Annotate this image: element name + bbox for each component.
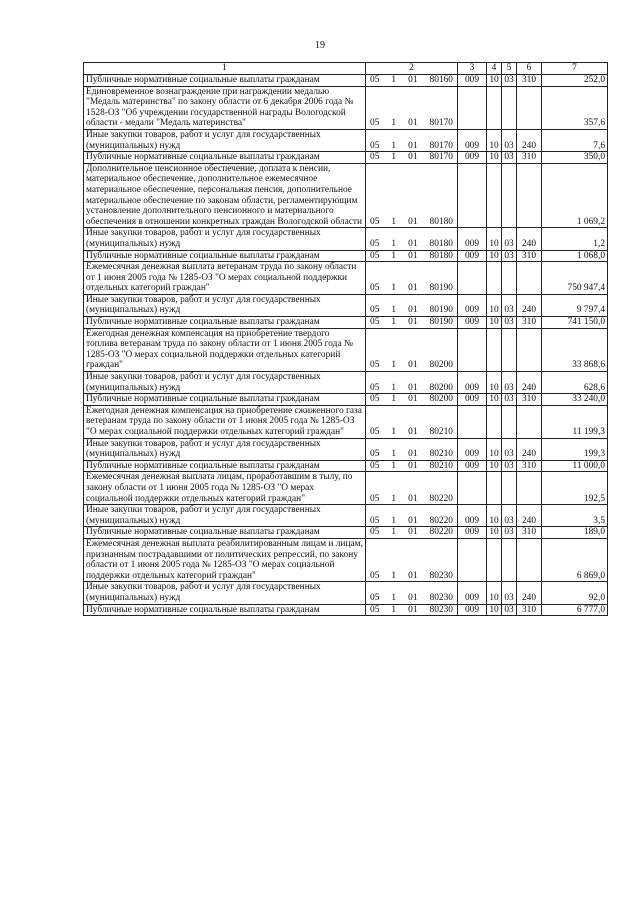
row-grbs: 009 bbox=[458, 505, 487, 527]
row-grbs: 009 bbox=[458, 604, 487, 616]
row-sum: 6 777,0 bbox=[542, 604, 608, 616]
row-name: Публичные нормативные социальные выплаты гражданам bbox=[84, 250, 366, 262]
target-code-part: 05 bbox=[370, 449, 380, 460]
table-row bbox=[84, 152, 608, 164]
target-code-part: 05 bbox=[370, 118, 380, 129]
target-code-parts bbox=[366, 516, 457, 527]
target-code-part: 05 bbox=[370, 238, 380, 249]
row-name: Иные закупки товаров, работ и услуг для государственных (муниципальных) нужд bbox=[84, 582, 366, 604]
target-code-part: 05 bbox=[370, 382, 380, 393]
row-grbs: 009 bbox=[458, 294, 487, 316]
row-sum: 189,0 bbox=[542, 527, 608, 539]
row-grbs bbox=[458, 262, 487, 295]
target-code-part: 05 bbox=[370, 394, 380, 405]
target-code-part: 1 bbox=[391, 427, 397, 437]
target-code-part: 01 bbox=[408, 527, 418, 538]
row-target-code bbox=[366, 527, 458, 539]
row-grbs: 009 bbox=[458, 438, 487, 460]
table-row bbox=[84, 228, 608, 250]
row-sum: 741 150,0 bbox=[542, 317, 608, 329]
row-target-code bbox=[366, 250, 458, 262]
row-expense-type: 240 bbox=[517, 372, 542, 394]
row-subsection: 03 bbox=[502, 294, 517, 316]
target-code-part: 80170 bbox=[429, 140, 453, 151]
target-code-parts bbox=[366, 593, 457, 604]
row-expense-type bbox=[517, 163, 542, 228]
target-code-part: 01 bbox=[408, 449, 418, 460]
target-code-part: 80190 bbox=[429, 305, 453, 316]
target-code-parts bbox=[366, 283, 457, 294]
row-section bbox=[487, 328, 502, 371]
row-expense-type: 240 bbox=[517, 582, 542, 604]
row-sum: 252,0 bbox=[542, 75, 608, 87]
target-code-part: 05 bbox=[370, 152, 380, 163]
row-name: Публичные нормативные социальные выплаты гражданам bbox=[84, 527, 366, 539]
row-grbs: 009 bbox=[458, 317, 487, 329]
row-section bbox=[487, 86, 502, 129]
target-code-part: 80230 bbox=[429, 570, 453, 581]
target-code-part: 05 bbox=[370, 305, 380, 316]
row-name: Ежегодная денежная компенсация на приобретение твердого топлива ветеранам труда по закону области от 1 июня 2005 года № 1285-ОЗ "О мерах социальной поддержки отдельных категорий граждан" bbox=[84, 328, 366, 371]
target-code-parts bbox=[366, 571, 457, 582]
row-expense-type: 240 bbox=[517, 294, 542, 316]
row-section: 10 bbox=[487, 582, 502, 604]
target-code-part: 1 bbox=[391, 394, 397, 405]
table-row bbox=[84, 472, 608, 505]
target-code-part: 1 bbox=[391, 118, 397, 129]
row-grbs bbox=[458, 472, 487, 505]
target-code-part: 1 bbox=[391, 305, 397, 316]
row-expense-type: 310 bbox=[517, 250, 542, 262]
row-section: 10 bbox=[487, 129, 502, 151]
row-subsection: 03 bbox=[502, 394, 517, 406]
table-row bbox=[84, 129, 608, 151]
row-sum: 350,0 bbox=[542, 152, 608, 164]
row-name: Публичные нормативные социальные выплаты гражданам bbox=[84, 604, 366, 616]
row-section bbox=[487, 163, 502, 228]
row-target-code bbox=[366, 604, 458, 616]
target-code-part: 01 bbox=[408, 382, 418, 393]
row-target-code bbox=[366, 538, 458, 581]
row-expense-type: 310 bbox=[517, 75, 542, 87]
row-subsection: 03 bbox=[502, 460, 517, 472]
row-sum: 11 199,3 bbox=[542, 405, 608, 438]
row-subsection: 03 bbox=[502, 505, 517, 527]
target-code-part: 05 bbox=[370, 604, 380, 615]
target-code-parts bbox=[366, 605, 457, 616]
row-target-code bbox=[366, 152, 458, 164]
row-target-code bbox=[366, 438, 458, 460]
target-code-part: 05 bbox=[370, 250, 380, 261]
row-target-code bbox=[366, 163, 458, 228]
table-row bbox=[84, 86, 608, 129]
row-name: Ежемесячная денежная выплата лицам, проработавшим в тылу, по закону области от 1 июня 2005 года № 1285-ОЗ "О мерах социальной поддержки отдельных категорий граждан" bbox=[84, 472, 366, 505]
target-code-part: 01 bbox=[408, 515, 418, 526]
target-code-part: 1 bbox=[391, 317, 397, 328]
row-expense-type bbox=[517, 328, 542, 371]
col-header-target-code: 2 bbox=[366, 63, 458, 75]
target-code-part: 01 bbox=[408, 570, 418, 581]
row-subsection: 03 bbox=[502, 129, 517, 151]
row-expense-type: 310 bbox=[517, 460, 542, 472]
target-code-parts bbox=[366, 141, 457, 152]
target-code-part: 01 bbox=[408, 238, 418, 249]
row-section bbox=[487, 405, 502, 438]
target-code-part: 80170 bbox=[429, 152, 453, 163]
target-code-part: 01 bbox=[408, 75, 418, 85]
row-name: Публичные нормативные социальные выплаты гражданам bbox=[84, 75, 366, 87]
row-subsection bbox=[502, 472, 517, 505]
target-code-part: 05 bbox=[370, 283, 380, 294]
row-expense-type: 310 bbox=[517, 152, 542, 164]
target-code-part: 01 bbox=[408, 250, 418, 261]
target-code-part: 05 bbox=[370, 460, 380, 471]
target-code-part: 1 bbox=[391, 592, 397, 603]
row-subsection: 03 bbox=[502, 75, 517, 87]
row-grbs bbox=[458, 163, 487, 228]
row-expense-type bbox=[517, 262, 542, 295]
row-name: Ежемесячная денежная выплата реабилитированным лицам и лицам, признанным пострадавшими от политических репрессий, по закону области от 1 июня 2005 года № 1285-ОЗ "О мерах социальной поддержки отдельных категорий граждан" bbox=[84, 538, 366, 581]
target-code-parts bbox=[366, 75, 457, 86]
target-code-part: 05 bbox=[370, 493, 380, 504]
row-target-code bbox=[366, 262, 458, 295]
target-code-part: 05 bbox=[370, 75, 380, 85]
row-section: 10 bbox=[487, 604, 502, 616]
table-row bbox=[84, 250, 608, 262]
target-code-part: 05 bbox=[370, 216, 380, 227]
target-code-parts bbox=[366, 527, 457, 538]
target-code-part: 1 bbox=[391, 382, 397, 393]
target-code-parts bbox=[366, 360, 457, 371]
target-code-part: 1 bbox=[391, 527, 397, 538]
target-code-part: 05 bbox=[370, 317, 380, 328]
target-code-part: 05 bbox=[370, 527, 380, 538]
row-section: 10 bbox=[487, 372, 502, 394]
target-code-part: 1 bbox=[391, 75, 397, 85]
target-code-part: 1 bbox=[391, 570, 397, 581]
row-expense-type: 310 bbox=[517, 527, 542, 539]
table-row bbox=[84, 405, 608, 438]
target-code-parts bbox=[366, 394, 457, 405]
row-target-code bbox=[366, 460, 458, 472]
row-grbs bbox=[458, 328, 487, 371]
target-code-part: 80220 bbox=[429, 493, 453, 504]
row-name: Публичные нормативные социальные выплаты гражданам bbox=[84, 317, 366, 329]
table-row bbox=[84, 163, 608, 228]
target-code-part: 80220 bbox=[429, 527, 453, 538]
row-target-code bbox=[366, 505, 458, 527]
table-row bbox=[84, 582, 608, 604]
row-grbs bbox=[458, 538, 487, 581]
target-code-parts bbox=[366, 383, 457, 394]
row-section: 10 bbox=[487, 250, 502, 262]
table-row bbox=[84, 505, 608, 527]
target-code-part: 01 bbox=[408, 283, 418, 294]
target-code-part: 1 bbox=[391, 250, 397, 261]
target-code-part: 01 bbox=[408, 216, 418, 227]
target-code-part: 1 bbox=[391, 152, 397, 163]
target-code-part: 80200 bbox=[429, 382, 453, 393]
target-code-part: 80210 bbox=[429, 460, 453, 471]
col-header-name: 1 bbox=[84, 63, 366, 75]
target-code-part: 01 bbox=[408, 604, 418, 615]
target-code-part: 1 bbox=[391, 238, 397, 249]
row-target-code bbox=[366, 394, 458, 406]
target-code-part: 1 bbox=[391, 140, 397, 151]
row-expense-type bbox=[517, 538, 542, 581]
row-subsection: 03 bbox=[502, 228, 517, 250]
table-row bbox=[84, 262, 608, 295]
target-code-part: 1 bbox=[391, 515, 397, 526]
target-code-part: 1 bbox=[391, 604, 397, 615]
row-target-code bbox=[366, 372, 458, 394]
row-section: 10 bbox=[487, 527, 502, 539]
row-sum: 92,0 bbox=[542, 582, 608, 604]
target-code-part: 1 bbox=[391, 216, 397, 227]
target-code-parts bbox=[366, 251, 457, 262]
row-target-code bbox=[366, 328, 458, 371]
table-row bbox=[84, 527, 608, 539]
target-code-part: 01 bbox=[408, 360, 418, 371]
table-row bbox=[84, 538, 608, 581]
row-name: Иные закупки товаров, работ и услуг для государственных (муниципальных) нужд bbox=[84, 228, 366, 250]
row-expense-type: 310 bbox=[517, 317, 542, 329]
row-expense-type: 310 bbox=[517, 394, 542, 406]
row-name: Ежегодная денежная компенсация на приобретение сжиженного газа ветеранам труда по закону области от 1 июня 2005 года № 1285-ОЗ "О мерах социальной поддержки отдельных категорий граждан" bbox=[84, 405, 366, 438]
row-name: Иные закупки товаров, работ и услуг для государственных (муниципальных) нужд bbox=[84, 438, 366, 460]
row-section: 10 bbox=[487, 228, 502, 250]
row-section bbox=[487, 262, 502, 295]
target-code-part: 01 bbox=[408, 118, 418, 129]
target-code-parts bbox=[366, 305, 457, 316]
row-grbs: 009 bbox=[458, 152, 487, 164]
row-sum: 3,5 bbox=[542, 505, 608, 527]
row-sum: 11 000,0 bbox=[542, 460, 608, 472]
row-target-code bbox=[366, 86, 458, 129]
row-section bbox=[487, 538, 502, 581]
target-code-parts bbox=[366, 239, 457, 250]
target-code-part: 80190 bbox=[429, 317, 453, 328]
row-grbs: 009 bbox=[458, 582, 487, 604]
row-sum: 628,6 bbox=[542, 372, 608, 394]
target-code-parts bbox=[366, 118, 457, 129]
row-expense-type bbox=[517, 405, 542, 438]
target-code-part: 1 bbox=[391, 460, 397, 471]
row-subsection bbox=[502, 405, 517, 438]
row-target-code bbox=[366, 582, 458, 604]
row-name: Дополнительное пенсионное обеспечение, доплата к пенсии, материальное обеспечение, дополнительное ежемесячное материальное обеспечение, персональная пенсия, дополнительное материальное обеспечение по законам области, регламентирующим установление дополнительного пенсионного и материального обеспечения в отношении конкретных граждан Вологодской области bbox=[84, 163, 366, 228]
target-code-parts bbox=[366, 427, 457, 438]
row-name: Ежемесячная денежная выплата ветеранам труда по закону области от 1 июня 2005 года № 1285-ОЗ "О мерах социальной поддержки отдельных категорий граждан" bbox=[84, 262, 366, 295]
budget-table bbox=[83, 62, 608, 616]
row-target-code bbox=[366, 472, 458, 505]
header-row bbox=[84, 63, 608, 75]
table-row bbox=[84, 75, 608, 87]
target-code-parts bbox=[366, 217, 457, 228]
row-section bbox=[487, 472, 502, 505]
target-code-part: 80160 bbox=[429, 75, 453, 85]
target-code-part: 80220 bbox=[429, 515, 453, 526]
row-sum: 33 868,6 bbox=[542, 328, 608, 371]
row-grbs: 009 bbox=[458, 372, 487, 394]
target-code-part: 80200 bbox=[429, 394, 453, 405]
row-subsection: 03 bbox=[502, 152, 517, 164]
table-row bbox=[84, 294, 608, 316]
target-code-part: 05 bbox=[370, 360, 380, 371]
target-code-part: 1 bbox=[391, 360, 397, 371]
row-section: 10 bbox=[487, 294, 502, 316]
target-code-part: 05 bbox=[370, 140, 380, 151]
row-subsection bbox=[502, 328, 517, 371]
row-grbs bbox=[458, 405, 487, 438]
row-subsection: 03 bbox=[502, 372, 517, 394]
target-code-part: 01 bbox=[408, 427, 418, 437]
row-name: Публичные нормативные социальные выплаты гражданам bbox=[84, 394, 366, 406]
table-row bbox=[84, 372, 608, 394]
row-target-code bbox=[366, 228, 458, 250]
col-header-sum: 7 bbox=[542, 63, 608, 75]
row-name: Единовременное вознаграждение при награждении медалью "Медаль материнства" по закону области от 6 декабря 2006 года № 1528-ОЗ "Об учреждении государственной награды Вологодской области - медали "Медаль материнства" bbox=[84, 86, 366, 129]
row-expense-type bbox=[517, 472, 542, 505]
row-sum: 1,2 bbox=[542, 228, 608, 250]
target-code-part: 80180 bbox=[429, 250, 453, 261]
target-code-part: 01 bbox=[408, 592, 418, 603]
table-row bbox=[84, 604, 608, 616]
row-expense-type: 240 bbox=[517, 129, 542, 151]
table-row bbox=[84, 328, 608, 371]
row-subsection bbox=[502, 163, 517, 228]
row-target-code bbox=[366, 75, 458, 87]
target-code-parts bbox=[366, 317, 457, 328]
row-sum: 1 069,2 bbox=[542, 163, 608, 228]
table-body bbox=[84, 75, 608, 616]
row-sum: 7,6 bbox=[542, 129, 608, 151]
row-name: Публичные нормативные социальные выплаты гражданам bbox=[84, 460, 366, 472]
page-number: 19 bbox=[315, 40, 325, 51]
target-code-part: 01 bbox=[408, 152, 418, 163]
target-code-part: 05 bbox=[370, 592, 380, 603]
row-target-code bbox=[366, 317, 458, 329]
target-code-parts bbox=[366, 152, 457, 163]
row-grbs: 009 bbox=[458, 527, 487, 539]
row-sum: 9 797,4 bbox=[542, 294, 608, 316]
target-code-part: 01 bbox=[408, 460, 418, 471]
row-sum: 750 947,4 bbox=[542, 262, 608, 295]
target-code-part: 80210 bbox=[429, 427, 453, 437]
target-code-part: 05 bbox=[370, 570, 380, 581]
target-code-part: 05 bbox=[370, 515, 380, 526]
row-target-code bbox=[366, 129, 458, 151]
target-code-part: 1 bbox=[391, 449, 397, 460]
target-code-part: 01 bbox=[408, 317, 418, 328]
row-expense-type: 240 bbox=[517, 505, 542, 527]
row-section: 10 bbox=[487, 460, 502, 472]
row-grbs: 009 bbox=[458, 460, 487, 472]
table-row bbox=[84, 317, 608, 329]
target-code-part: 80190 bbox=[429, 283, 453, 294]
target-code-part: 1 bbox=[391, 283, 397, 294]
row-section: 10 bbox=[487, 75, 502, 87]
target-code-part: 01 bbox=[408, 394, 418, 405]
row-name: Иные закупки товаров, работ и услуг для государственных (муниципальных) нужд bbox=[84, 372, 366, 394]
table-row bbox=[84, 438, 608, 460]
row-target-code bbox=[366, 294, 458, 316]
row-sum: 1 068,0 bbox=[542, 250, 608, 262]
row-sum: 6 869,0 bbox=[542, 538, 608, 581]
row-name: Иные закупки товаров, работ и услуг для государственных (муниципальных) нужд bbox=[84, 129, 366, 151]
col-header-grbs: 3 bbox=[458, 63, 487, 75]
row-grbs: 009 bbox=[458, 129, 487, 151]
row-section: 10 bbox=[487, 394, 502, 406]
target-code-part: 80180 bbox=[429, 216, 453, 227]
row-subsection bbox=[502, 86, 517, 129]
col-header-expense-type: 6 bbox=[517, 63, 542, 75]
row-section: 10 bbox=[487, 438, 502, 460]
target-code-part: 1 bbox=[391, 493, 397, 504]
row-target-code bbox=[366, 405, 458, 438]
target-code-part: 80180 bbox=[429, 238, 453, 249]
target-code-part: 80200 bbox=[429, 360, 453, 371]
row-grbs: 009 bbox=[458, 75, 487, 87]
row-grbs bbox=[458, 86, 487, 129]
table-row bbox=[84, 460, 608, 472]
target-code-part: 80210 bbox=[429, 449, 453, 460]
row-name: Иные закупки товаров, работ и услуг для государственных (муниципальных) нужд bbox=[84, 294, 366, 316]
row-subsection bbox=[502, 538, 517, 581]
target-code-part: 80230 bbox=[429, 604, 453, 615]
target-code-part: 01 bbox=[408, 305, 418, 316]
row-sum: 199,3 bbox=[542, 438, 608, 460]
row-section: 10 bbox=[487, 152, 502, 164]
row-section: 10 bbox=[487, 505, 502, 527]
row-grbs: 009 bbox=[458, 394, 487, 406]
row-subsection: 03 bbox=[502, 527, 517, 539]
row-grbs: 009 bbox=[458, 228, 487, 250]
row-expense-type: 310 bbox=[517, 604, 542, 616]
row-subsection: 03 bbox=[502, 250, 517, 262]
row-grbs: 009 bbox=[458, 250, 487, 262]
col-header-subsection: 5 bbox=[502, 63, 517, 75]
target-code-parts bbox=[366, 461, 457, 472]
row-subsection: 03 bbox=[502, 582, 517, 604]
row-subsection: 03 bbox=[502, 604, 517, 616]
row-sum: 192,5 bbox=[542, 472, 608, 505]
target-code-part: 01 bbox=[408, 493, 418, 504]
target-code-part: 80170 bbox=[429, 118, 453, 129]
target-code-part: 01 bbox=[408, 140, 418, 151]
col-header-section: 4 bbox=[487, 63, 502, 75]
row-expense-type: 240 bbox=[517, 438, 542, 460]
target-code-part: 05 bbox=[370, 427, 380, 437]
row-name: Публичные нормативные социальные выплаты гражданам bbox=[84, 152, 366, 164]
target-code-part: 80230 bbox=[429, 592, 453, 603]
row-subsection bbox=[502, 262, 517, 295]
row-sum: 33 240,0 bbox=[542, 394, 608, 406]
row-subsection: 03 bbox=[502, 317, 517, 329]
row-expense-type bbox=[517, 86, 542, 129]
row-section: 10 bbox=[487, 317, 502, 329]
target-code-parts bbox=[366, 449, 457, 460]
row-name: Иные закупки товаров, работ и услуг для государственных (муниципальных) нужд bbox=[84, 505, 366, 527]
table-row bbox=[84, 394, 608, 406]
row-expense-type: 240 bbox=[517, 228, 542, 250]
target-code-parts bbox=[366, 494, 457, 505]
row-subsection: 03 bbox=[502, 438, 517, 460]
row-sum: 357,6 bbox=[542, 86, 608, 129]
